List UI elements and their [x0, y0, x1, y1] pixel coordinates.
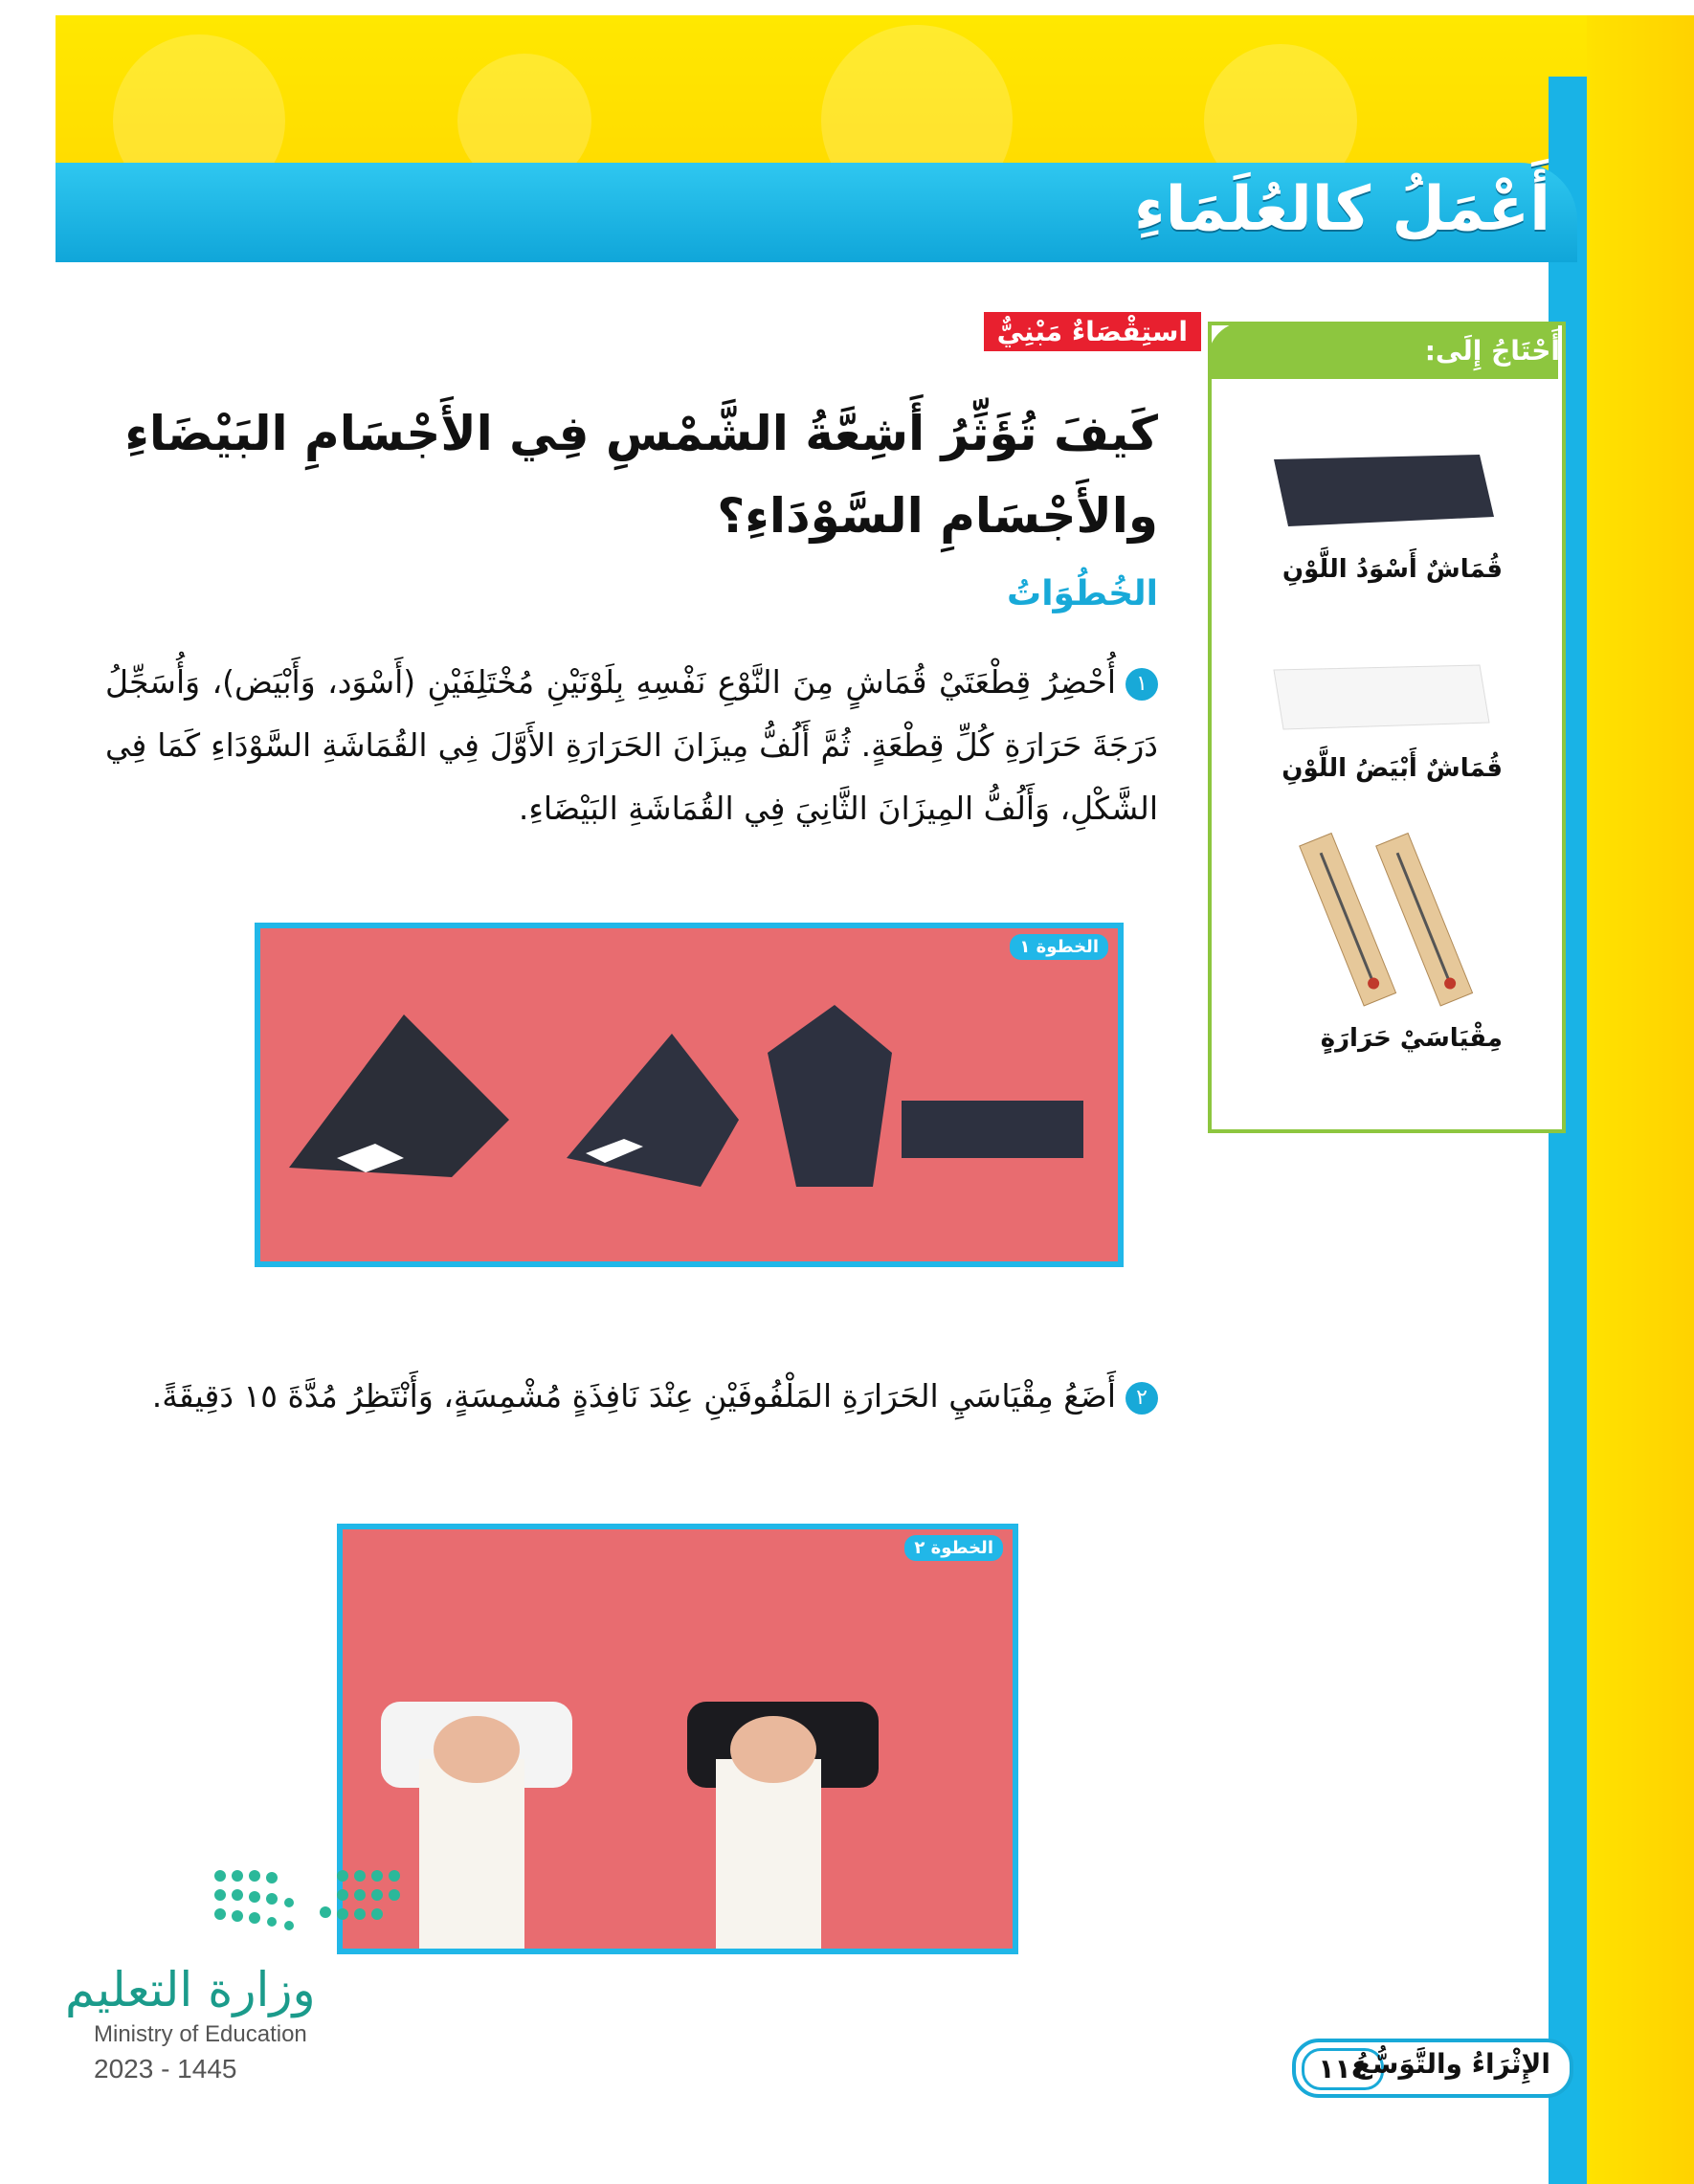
inquiry-question: كَيفَ تُؤَثِّرُ أَشِعَّةُ الشَّمْسِ فِي الأَجْسَامِ البَيْضَاءِ والأَجْسَامِ السَّوْدَاءِ؟ — [124, 406, 1158, 544]
ministry-name-english: Ministry of Education — [94, 2021, 307, 2047]
step-2 — [105, 1365, 1158, 1428]
folded-cloth-illustration — [260, 928, 1118, 1261]
step-1-photo-tag: الخطوة ١ — [1010, 934, 1108, 960]
ministry-name-arabic: وزارة التعليم — [65, 1962, 316, 2017]
footer-section: الإِثْرَاءُ والتَّوَسُّعُ — [1353, 2048, 1550, 2080]
step-2-text: أَضَعُ مِقْيَاسَيِ الحَرَارَةِ المَلْفُوفَيْنِ عِنْدَ نَافِذَةٍ مُشْمِسَةٍ، وَأَنْتَظِرُ مُدَّةَ ١٥ دَقِيقَةً. — [151, 1377, 1116, 1415]
black-cloth-image — [1269, 450, 1499, 536]
step-1-number: ١ — [1126, 668, 1158, 701]
material-black-cloth: قُمَاشٌ أَسْوَدُ اللَّوْنِ — [1282, 555, 1503, 584]
thermometers-image — [1292, 823, 1483, 1014]
side-decoration — [1587, 15, 1694, 2184]
white-cloth-image — [1269, 660, 1499, 737]
steps-heading: الخُطُوَاتُ — [1007, 574, 1158, 613]
step-2-photo-tag: الخطوة ٢ — [904, 1535, 1003, 1561]
step-2-number: ٢ — [1126, 1382, 1158, 1415]
materials-title: أَحْتَاجُ إِلَى: — [1424, 335, 1560, 367]
page-number: ١١٤ — [1302, 2048, 1384, 2090]
material-thermometers: مِقْيَاسَيْ حَرَارَةٍ — [1320, 1024, 1503, 1053]
step-1 — [105, 651, 1158, 840]
ministry-logo-icon — [209, 1857, 448, 1952]
step-1-text: أُحْضِرُ قِطْعَتَيْ قُمَاشٍ مِنَ النَّوْعِ نَفْسِهِ بِلَوْنَيْنِ مُخْتَلِفَيْنِ (أَسْوَد، وَأَبْيَض)، وَأُسَجِّلُ دَرَجَةَ حَرَارَةِ كُلِّ قِطْعَةٍ. ثُمَّ أَلُفُّ مِيزَانَ الحَرَارَةِ الأَوَّلَ فِي القُمَاشَةِ السَّوْدَاءِ كَمَا فِي الشَّكْلِ، وَأَلُفُّ المِيزَانَ الثَّانِيَ فِي القُمَاشَةِ البَيْضَاءِ. — [105, 663, 1158, 827]
page-title: أَعْمَلُ كالعُلَمَاءِ — [1133, 174, 1550, 245]
step-1-photo — [255, 923, 1124, 1267]
material-white-cloth: قُمَاشٌ أَبْيَضُ اللَّوْنِ — [1282, 754, 1503, 783]
inquiry-badge: استِقْصَاءٌ مَبْنِيٌّ — [984, 312, 1201, 351]
ministry-year: 2023 - 1445 — [94, 2054, 237, 2084]
